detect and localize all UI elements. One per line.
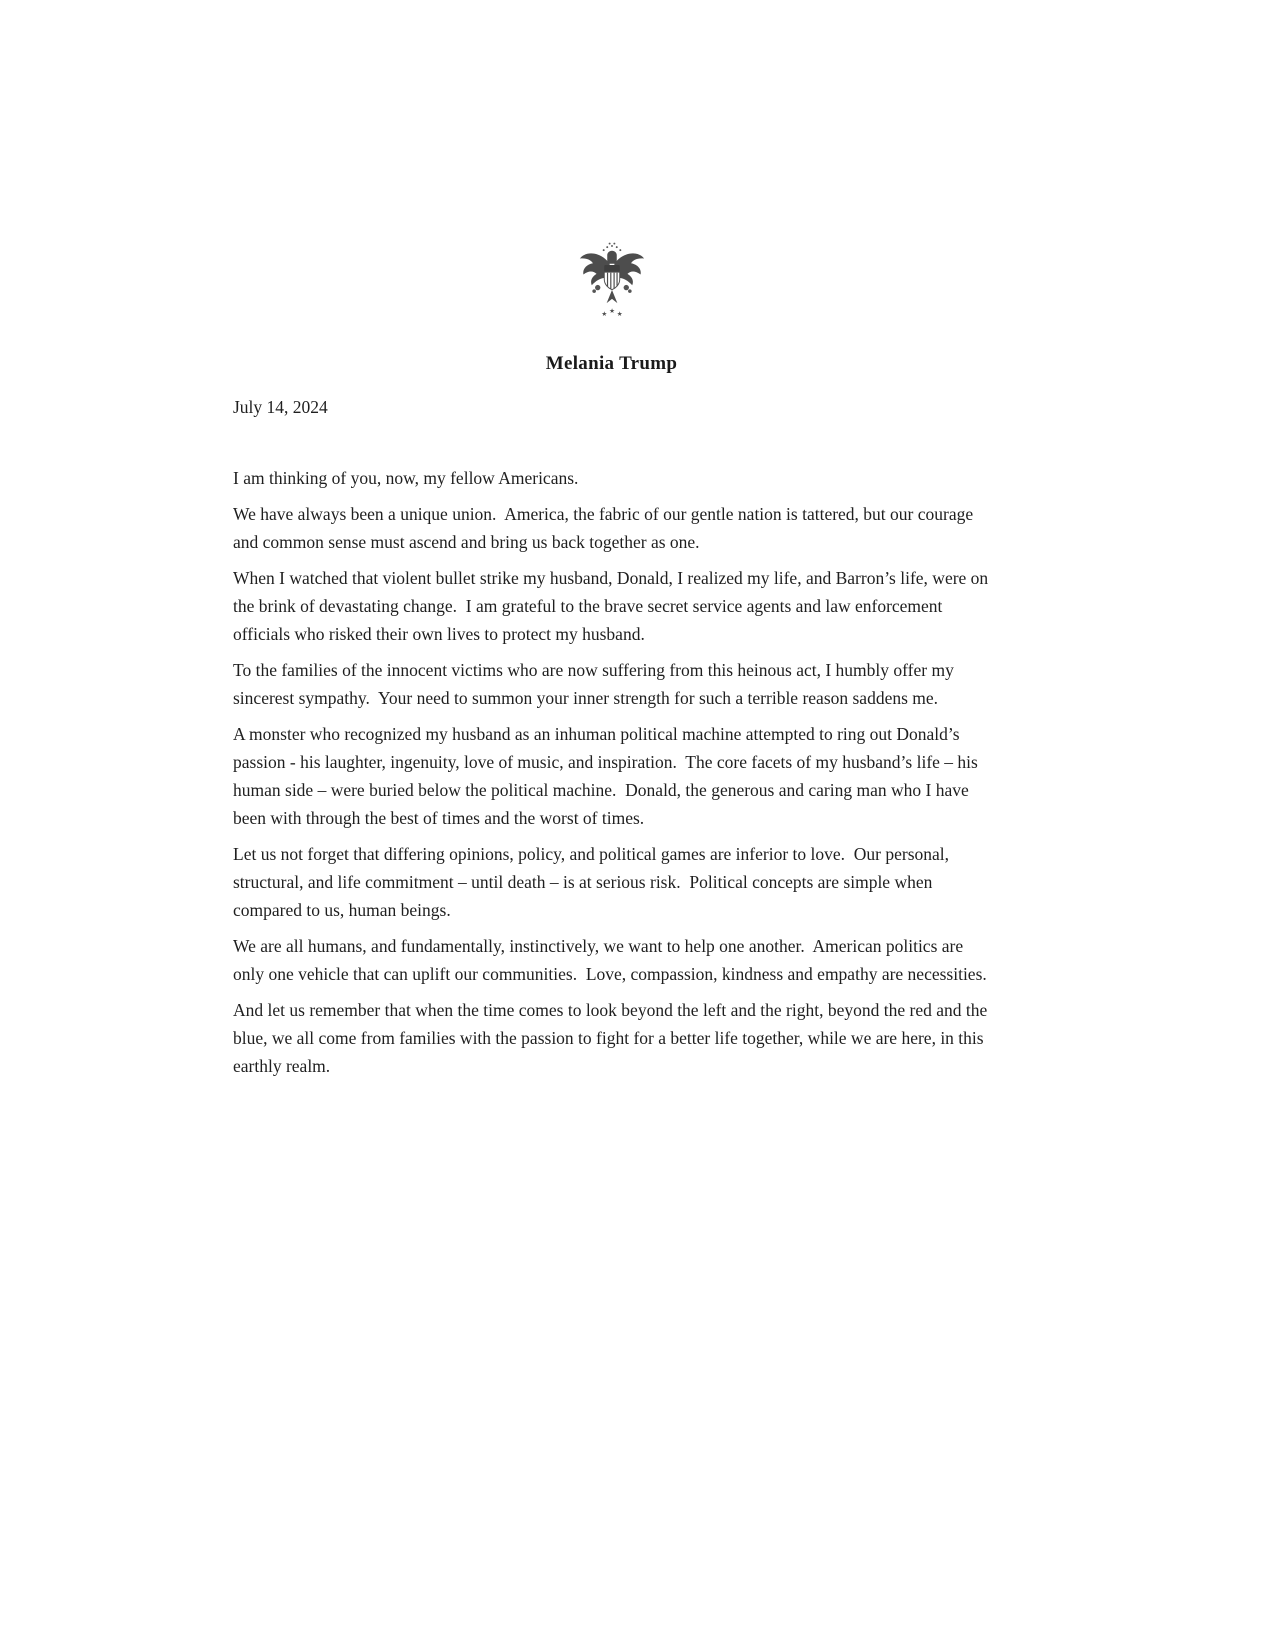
svg-text:★: ★	[600, 310, 607, 319]
letter-paragraph: And let us remember that when the time comes to look beyond the left and the right, beyond the red and the blue, we all come from families with the passion to fight for a better life together, while we are here, in this earthly realm.	[233, 1000, 992, 1076]
letter-content	[233, 0, 993, 1080]
letter-paragraph: Let us not forget that differing opinions, policy, and political games are inferior to love. Our personal, structural, and life commitment – until death – is at serious risk. Political concepts are simple when compared to us, human beings.	[233, 844, 954, 920]
letter-paragraph: To the families of the innocent victims who are now suffering from this heinous act, I humbly offer my sincerest sympathy. Your need to summon your inner strength for such a terrible reason saddens me.	[233, 660, 959, 708]
letter-paragraph: We have always been a unique union. America, the fabric of our gentle nation is tattered, but our courage and common sense must ascend and bring us back together as one.	[233, 504, 978, 552]
letter-date: July 14, 2024	[233, 397, 328, 417]
letter-paragraph: We are all humans, and fundamentally, instinctively, we want to help one another. American politics are only one vehicle that can uplift our communities. Love, compassion, kindness and empathy are necessities.	[233, 936, 987, 984]
eagle-seal-icon	[576, 240, 648, 334]
svg-text:★: ★	[608, 307, 615, 316]
letter-paragraph: A monster who recognized my husband as an inhuman political machine attempted to ring out Donald’s passion - his laughter, ingenuity, love of music, and inspiration. The core facets of my husband’s life – his human side – were buried below the political machine. Donald, the generous and caring man who I have been with through the best of times and the worst of times.	[233, 724, 983, 828]
svg-text:★: ★	[616, 310, 623, 319]
letter-paragraph: When I watched that violent bullet strike my husband, Donald, I realized my life, and Barron’s life, were on the brink of devastating change. I am grateful to the brave secret service agents and law enforcement officials who risked their own lives to protect my husband.	[233, 568, 993, 644]
letterhead-name: Melania Trump	[545, 353, 678, 374]
letterhead	[233, 0, 990, 375]
letter-body	[233, 464, 993, 1080]
letter-paragraph: I am thinking of you, now, my fellow Americans.	[233, 468, 579, 488]
